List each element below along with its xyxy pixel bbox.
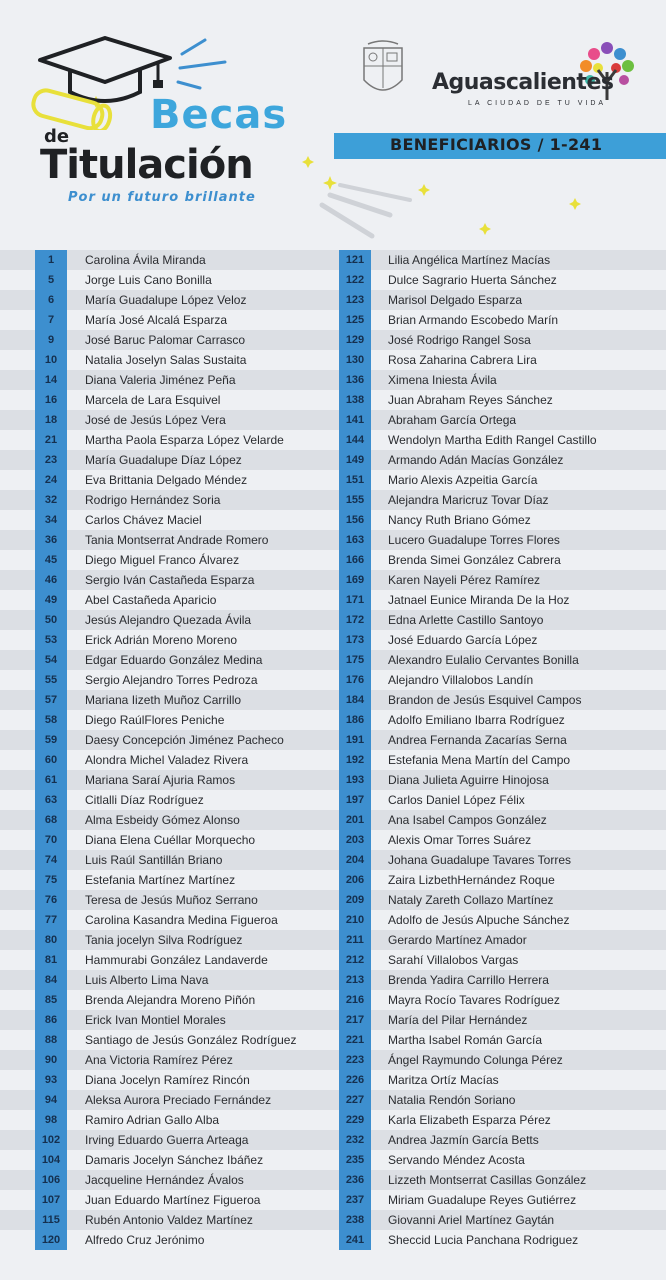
beneficiary-number: 236	[339, 1170, 371, 1190]
beneficiary-number: 212	[339, 950, 371, 970]
beneficiary-name: Armando Adán Macías González	[388, 453, 564, 467]
beneficiary-number: 156	[339, 510, 371, 530]
table-row	[0, 270, 666, 290]
beneficiary-number: 237	[339, 1190, 371, 1210]
beneficiary-name: Juan Abraham Reyes Sánchez	[388, 393, 553, 407]
header	[0, 0, 666, 245]
beneficiary-name: Jatnael Eunice Miranda De la Hoz	[388, 593, 570, 607]
beneficiary-name: Citlalli Díaz Rodríguez	[85, 793, 204, 807]
beneficiary-name: Nancy Ruth Briano Gómez	[388, 513, 531, 527]
table-row	[0, 970, 666, 990]
table-row	[0, 730, 666, 750]
beneficiaries-list	[0, 250, 666, 1250]
beneficiary-name: Estefania Martínez Martínez	[85, 873, 236, 887]
beneficiary-number: 129	[339, 330, 371, 350]
beneficiary-number: 14	[35, 370, 67, 390]
table-row	[0, 410, 666, 430]
beneficiary-number: 10	[35, 350, 67, 370]
beneficiary-number: 1	[35, 250, 67, 270]
table-row	[0, 1090, 666, 1110]
table-row	[0, 1170, 666, 1190]
beneficiary-number: 176	[339, 670, 371, 690]
brand-tagline: LA CIUDAD DE TU VIDA	[468, 100, 607, 107]
beneficiary-number: 229	[339, 1110, 371, 1130]
beneficiary-number: 166	[339, 550, 371, 570]
beneficiary-name: Ángel Raymundo Colunga Pérez	[388, 1053, 563, 1067]
beneficiary-number: 203	[339, 830, 371, 850]
beneficiary-number: 191	[339, 730, 371, 750]
table-row	[0, 290, 666, 310]
beneficiary-number: 86	[35, 1010, 67, 1030]
beneficiary-name: Andrea Jazmín García Betts	[388, 1133, 539, 1147]
beneficiary-number: 106	[35, 1170, 67, 1190]
beneficiary-number: 85	[35, 990, 67, 1010]
beneficiary-name: Carolina Kasandra Medina Figueroa	[85, 913, 278, 927]
beneficiary-name: Nataly Zareth Collazo Martínez	[388, 893, 554, 907]
beneficiary-number: 36	[35, 530, 67, 550]
table-row	[0, 510, 666, 530]
beneficiary-name: Tania Montserrat Andrade Romero	[85, 533, 269, 547]
beneficiary-number: 21	[35, 430, 67, 450]
beneficiary-name: Ramiro Adrian Gallo Alba	[85, 1113, 220, 1127]
beneficiary-name: Natalia Rendón Soriano	[388, 1093, 516, 1107]
table-row	[0, 690, 666, 710]
beneficiary-name: María José Alcalá Esparza	[85, 313, 228, 327]
beneficiary-name: Sheccid Lucia Panchana Rodriguez	[388, 1233, 579, 1247]
beneficiary-number: 151	[339, 470, 371, 490]
table-row	[0, 710, 666, 730]
table-row	[0, 1230, 666, 1250]
beneficiary-name: Johana Guadalupe Tavares Torres	[388, 853, 572, 867]
beneficiary-name: Santiago de Jesús González Rodríguez	[85, 1033, 297, 1047]
beneficiary-name: Sarahí Villalobos Vargas	[388, 953, 519, 967]
beneficiary-number: 81	[35, 950, 67, 970]
beneficiary-number: 90	[35, 1050, 67, 1070]
table-row	[0, 890, 666, 910]
table-row	[0, 1010, 666, 1030]
table-row	[0, 310, 666, 330]
beneficiary-name: José de Jesús López Vera	[85, 413, 226, 427]
beneficiary-number: 235	[339, 1150, 371, 1170]
beneficiary-number: 54	[35, 650, 67, 670]
beneficiary-name: Lizzeth Montserrat Casillas González	[388, 1173, 587, 1187]
beneficiary-number: 149	[339, 450, 371, 470]
beneficiary-name: Ana Victoria Ramírez Pérez	[85, 1053, 233, 1067]
beneficiary-name: Alejandro Villalobos Landín	[388, 673, 534, 687]
beneficiary-name: Diana Valeria Jiménez Peña	[85, 373, 236, 387]
beneficiary-name: Miriam Guadalupe Reyes Gutiérrez	[388, 1193, 577, 1207]
beneficiary-number: 155	[339, 490, 371, 510]
table-row	[0, 1070, 666, 1090]
beneficiary-name: Mariana Iizeth Muñoz Carrillo	[85, 693, 242, 707]
title-titulacion: Titulación	[40, 142, 253, 188]
table-row	[0, 1210, 666, 1230]
table-row	[0, 590, 666, 610]
table-row	[0, 470, 666, 490]
beneficiary-number: 50	[35, 610, 67, 630]
beneficiary-name: Lilia Angélica Martínez Macías	[388, 253, 551, 267]
table-row	[0, 910, 666, 930]
table-row	[0, 570, 666, 590]
beneficiary-name: Mariana Saraí Ajuria Ramos	[85, 773, 236, 787]
beneficiary-name: Alexandro Eulalio Cervantes Bonilla	[388, 653, 579, 667]
table-row	[0, 990, 666, 1010]
beneficiary-number: 102	[35, 1130, 67, 1150]
beneficiary-name: Sergio Iván Castañeda Esparza	[85, 573, 255, 587]
beneficiary-name: Erick Adrián Moreno Moreno	[85, 633, 238, 647]
tagline: Por un futuro brillante	[68, 190, 256, 205]
beneficiary-name: Alfredo Cruz Jerónimo	[85, 1233, 205, 1247]
beneficiary-name: Daesy Concepción Jiménez Pacheco	[85, 733, 284, 747]
beneficiary-name: Marcela de Lara Esquivel	[85, 393, 221, 407]
beneficiary-number: 201	[339, 810, 371, 830]
beneficiary-number: 171	[339, 590, 371, 610]
table-row	[0, 870, 666, 890]
beneficiary-number: 144	[339, 430, 371, 450]
table-row	[0, 550, 666, 570]
beneficiary-number: 210	[339, 910, 371, 930]
beneficiary-name: Jorge Luis Cano Bonilla	[85, 273, 212, 287]
beneficiary-name: Carolina Ávila Miranda	[85, 253, 206, 267]
beneficiary-number: 6	[35, 290, 67, 310]
beneficiary-number: 163	[339, 530, 371, 550]
beneficiary-name: Alondra Michel Valadez Rivera	[85, 753, 249, 767]
table-row	[0, 650, 666, 670]
table-row	[0, 530, 666, 550]
beneficiary-name: Diana Jocelyn Ramírez Rincón	[85, 1073, 250, 1087]
beneficiary-number: 192	[339, 750, 371, 770]
beneficiary-number: 49	[35, 590, 67, 610]
beneficiary-name: Lucero Guadalupe Torres Flores	[388, 533, 560, 547]
table-row	[0, 330, 666, 350]
beneficiary-number: 45	[35, 550, 67, 570]
beneficiary-number: 193	[339, 770, 371, 790]
beneficiary-name: Diego Miguel Franco Álvarez	[85, 553, 240, 567]
beneficiary-name: José Rodrigo Rangel Sosa	[388, 333, 531, 347]
beneficiary-number: 197	[339, 790, 371, 810]
beneficiary-number: 93	[35, 1070, 67, 1090]
beneficiary-name: Andrea Fernanda Zacarías Serna	[388, 733, 567, 747]
beneficiary-number: 216	[339, 990, 371, 1010]
beneficiary-name: Edna Arlette Castillo Santoyo	[388, 613, 544, 627]
beneficiary-name: Brenda Simei González Cabrera	[388, 553, 561, 567]
beneficiary-name: José Eduardo García López	[388, 633, 538, 647]
table-row	[0, 350, 666, 370]
beneficiary-number: 175	[339, 650, 371, 670]
beneficiary-number: 53	[35, 630, 67, 650]
beneficiary-name: Jesús Alejandro Quezada Ávila	[85, 613, 252, 627]
beneficiary-name: Carlos Chávez Maciel	[85, 513, 202, 527]
beneficiary-name: Jacqueline Hernández Ávalos	[85, 1173, 244, 1187]
beneficiary-name: Brenda Yadira Carrillo Herrera	[388, 973, 549, 987]
table-row	[0, 450, 666, 470]
beneficiary-number: 130	[339, 350, 371, 370]
beneficiary-name: Luis Alberto Lima Nava	[85, 973, 209, 987]
beneficiary-number: 60	[35, 750, 67, 770]
table-row	[0, 770, 666, 790]
beneficiary-name: Abraham García Ortega	[388, 413, 517, 427]
beneficiary-name: Alexis Omar Torres Suárez	[388, 833, 532, 847]
beneficiary-name: Edgar Eduardo González Medina	[85, 653, 263, 667]
beneficiary-number: 68	[35, 810, 67, 830]
table-row	[0, 250, 666, 270]
table-row	[0, 370, 666, 390]
beneficiary-number: 184	[339, 690, 371, 710]
table-row	[0, 390, 666, 410]
beneficiary-name: Brandon de Jesús Esquivel Campos	[388, 693, 582, 707]
beneficiary-name: Teresa de Jesús Muñoz Serrano	[85, 893, 258, 907]
beneficiary-number: 211	[339, 930, 371, 950]
beneficiary-name: Ximena Iniesta Ávila	[388, 373, 497, 387]
beneficiary-number: 136	[339, 370, 371, 390]
beneficiary-name: Maritza Ortíz Macías	[388, 1073, 499, 1087]
beneficiary-number: 123	[339, 290, 371, 310]
beneficiary-number: 138	[339, 390, 371, 410]
beneficiary-name: Karla Elizabeth Esparza Pérez	[388, 1113, 551, 1127]
municipal-seal-icon	[358, 40, 408, 114]
beneficiary-number: 9	[35, 330, 67, 350]
table-row	[0, 670, 666, 690]
beneficiary-number: 18	[35, 410, 67, 430]
beneficiaries-label: BENEFICIARIOS / 1-241	[390, 135, 603, 154]
title-de: de	[44, 126, 70, 147]
beneficiary-number: 241	[339, 1230, 371, 1250]
beneficiary-name: Martha Isabel Román García	[388, 1033, 543, 1047]
beneficiary-number: 125	[339, 310, 371, 330]
table-row	[0, 790, 666, 810]
beneficiary-name: Karen Nayeli Pérez Ramírez	[388, 573, 541, 587]
beneficiary-name: Abel Castañeda Aparicio	[85, 593, 217, 607]
beneficiary-name: Giovanni Ariel Martínez Gaytán	[388, 1213, 555, 1227]
beneficiary-number: 169	[339, 570, 371, 590]
beneficiary-number: 16	[35, 390, 67, 410]
beneficiary-number: 94	[35, 1090, 67, 1110]
beneficiary-number: 206	[339, 870, 371, 890]
beneficiary-number: 61	[35, 770, 67, 790]
beneficiary-name: Aleksa Aurora Preciado Fernández	[85, 1093, 272, 1107]
beneficiary-number: 58	[35, 710, 67, 730]
beneficiary-name: Dulce Sagrario Huerta Sánchez	[388, 273, 557, 287]
table-row	[0, 610, 666, 630]
beneficiary-name: Estefania Mena Martín del Campo	[388, 753, 571, 767]
beneficiary-number: 63	[35, 790, 67, 810]
beneficiary-number: 213	[339, 970, 371, 990]
beneficiary-name: Servando Méndez Acosta	[388, 1153, 525, 1167]
beneficiary-name: Alejandra Maricruz Tovar Díaz	[388, 493, 549, 507]
beneficiary-number: 238	[339, 1210, 371, 1230]
beneficiary-number: 227	[339, 1090, 371, 1110]
beneficiary-name: Mayra Rocío Tavares Rodríguez	[388, 993, 560, 1007]
beneficiary-name: Damaris Jocelyn Sánchez Ibáñez	[85, 1153, 264, 1167]
beneficiary-name: Ana Isabel Campos González	[388, 813, 547, 827]
beneficiary-number: 221	[339, 1030, 371, 1050]
beneficiary-number: 80	[35, 930, 67, 950]
beneficiary-number: 5	[35, 270, 67, 290]
table-row	[0, 750, 666, 770]
beneficiary-number: 74	[35, 850, 67, 870]
beneficiary-name: Martha Paola Esparza López Velarde	[85, 433, 284, 447]
beneficiary-name: Carlos Daniel López Félix	[388, 793, 525, 807]
beneficiary-name: Alma Esbeidy Gómez Alonso	[85, 813, 240, 827]
beneficiary-name: Brenda Alejandra Moreno Piñón	[85, 993, 256, 1007]
beneficiary-number: 98	[35, 1110, 67, 1130]
beneficiary-number: 204	[339, 850, 371, 870]
beneficiary-number: 7	[35, 310, 67, 330]
beneficiary-name: María del Pilar Hernández	[388, 1013, 528, 1027]
beneficiary-name: Diego RaúlFlores Peniche	[85, 713, 225, 727]
table-row	[0, 430, 666, 450]
beneficiary-number: 70	[35, 830, 67, 850]
beneficiary-number: 121	[339, 250, 371, 270]
beneficiary-number: 23	[35, 450, 67, 470]
beneficiary-number: 104	[35, 1150, 67, 1170]
beneficiary-name: Natalia Joselyn Salas Sustaita	[85, 353, 247, 367]
beneficiary-number: 84	[35, 970, 67, 990]
beneficiary-number: 59	[35, 730, 67, 750]
beneficiary-name: Mario Alexis Azpeitia García	[388, 473, 538, 487]
table-row	[0, 930, 666, 950]
beneficiary-name: María Guadalupe López Veloz	[85, 293, 247, 307]
beneficiary-name: Hammurabi González Landaverde	[85, 953, 268, 967]
beneficiary-number: 172	[339, 610, 371, 630]
beneficiary-number: 75	[35, 870, 67, 890]
table-row	[0, 1150, 666, 1170]
beneficiary-number: 57	[35, 690, 67, 710]
beneficiary-number: 173	[339, 630, 371, 650]
table-row	[0, 830, 666, 850]
beneficiary-name: Eva Brittania Delgado Méndez	[85, 473, 248, 487]
beneficiary-name: Tania jocelyn Silva Rodríguez	[85, 933, 243, 947]
table-row	[0, 950, 666, 970]
beneficiary-name: Adolfo de Jesús Alpuche Sánchez	[388, 913, 570, 927]
table-row	[0, 1130, 666, 1150]
beneficiary-number: 232	[339, 1130, 371, 1150]
table-row	[0, 1110, 666, 1130]
beneficiary-number: 107	[35, 1190, 67, 1210]
beneficiary-name: Rosa Zaharina Cabrera Lira	[388, 353, 537, 367]
beneficiary-name: José Baruc Palomar Carrasco	[85, 333, 246, 347]
beneficiary-number: 122	[339, 270, 371, 290]
beneficiary-number: 24	[35, 470, 67, 490]
beneficiary-name: Rubén Antonio Valdez Martínez	[85, 1213, 253, 1227]
beneficiary-number: 209	[339, 890, 371, 910]
beneficiary-name: Marisol Delgado Esparza	[388, 293, 523, 307]
title-becas: Becas	[150, 92, 288, 138]
table-row	[0, 810, 666, 830]
beneficiary-name: Luis Raúl Santillán Briano	[85, 853, 223, 867]
brand-name: Aguascalientes	[432, 70, 614, 95]
beneficiary-name: María Guadalupe Díaz López	[85, 453, 242, 467]
beneficiary-name: Rodrigo Hernández Soria	[85, 493, 221, 507]
beneficiary-number: 32	[35, 490, 67, 510]
beneficiary-name: Diana Julieta Aguirre Hinojosa	[388, 773, 549, 787]
beneficiary-name: Gerardo Martínez Amador	[388, 933, 527, 947]
beneficiary-number: 186	[339, 710, 371, 730]
beneficiary-number: 77	[35, 910, 67, 930]
table-row	[0, 490, 666, 510]
beneficiary-name: Irving Eduardo Guerra Arteaga	[85, 1133, 249, 1147]
beneficiary-number: 88	[35, 1030, 67, 1050]
table-row	[0, 630, 666, 650]
table-row	[0, 1190, 666, 1210]
beneficiary-name: Wendolyn Martha Edith Rangel Castillo	[388, 433, 597, 447]
beneficiary-name: Adolfo Emiliano Ibarra Rodríguez	[388, 713, 565, 727]
beneficiary-name: Erick Ivan Montiel Morales	[85, 1013, 226, 1027]
beneficiary-name: Diana Elena Cuéllar Morquecho	[85, 833, 256, 847]
beneficiary-number: 223	[339, 1050, 371, 1070]
table-row	[0, 1050, 666, 1070]
beneficiary-number: 46	[35, 570, 67, 590]
beneficiary-number: 55	[35, 670, 67, 690]
beneficiary-name: Brian Armando Escobedo Marín	[388, 313, 559, 327]
beneficiary-number: 76	[35, 890, 67, 910]
table-row	[0, 1030, 666, 1050]
beneficiary-number: 226	[339, 1070, 371, 1090]
beneficiary-number: 217	[339, 1010, 371, 1030]
beneficiary-name: Zaira LizbethHernández Roque	[388, 873, 555, 887]
beneficiary-name: Sergio Alejandro Torres Pedroza	[85, 673, 258, 687]
beneficiary-number: 120	[35, 1230, 67, 1250]
beneficiary-number: 34	[35, 510, 67, 530]
beneficiary-number: 141	[339, 410, 371, 430]
beneficiary-number: 115	[35, 1210, 67, 1230]
beneficiary-name: Juan Eduardo Martínez Figueroa	[85, 1193, 261, 1207]
table-row	[0, 850, 666, 870]
